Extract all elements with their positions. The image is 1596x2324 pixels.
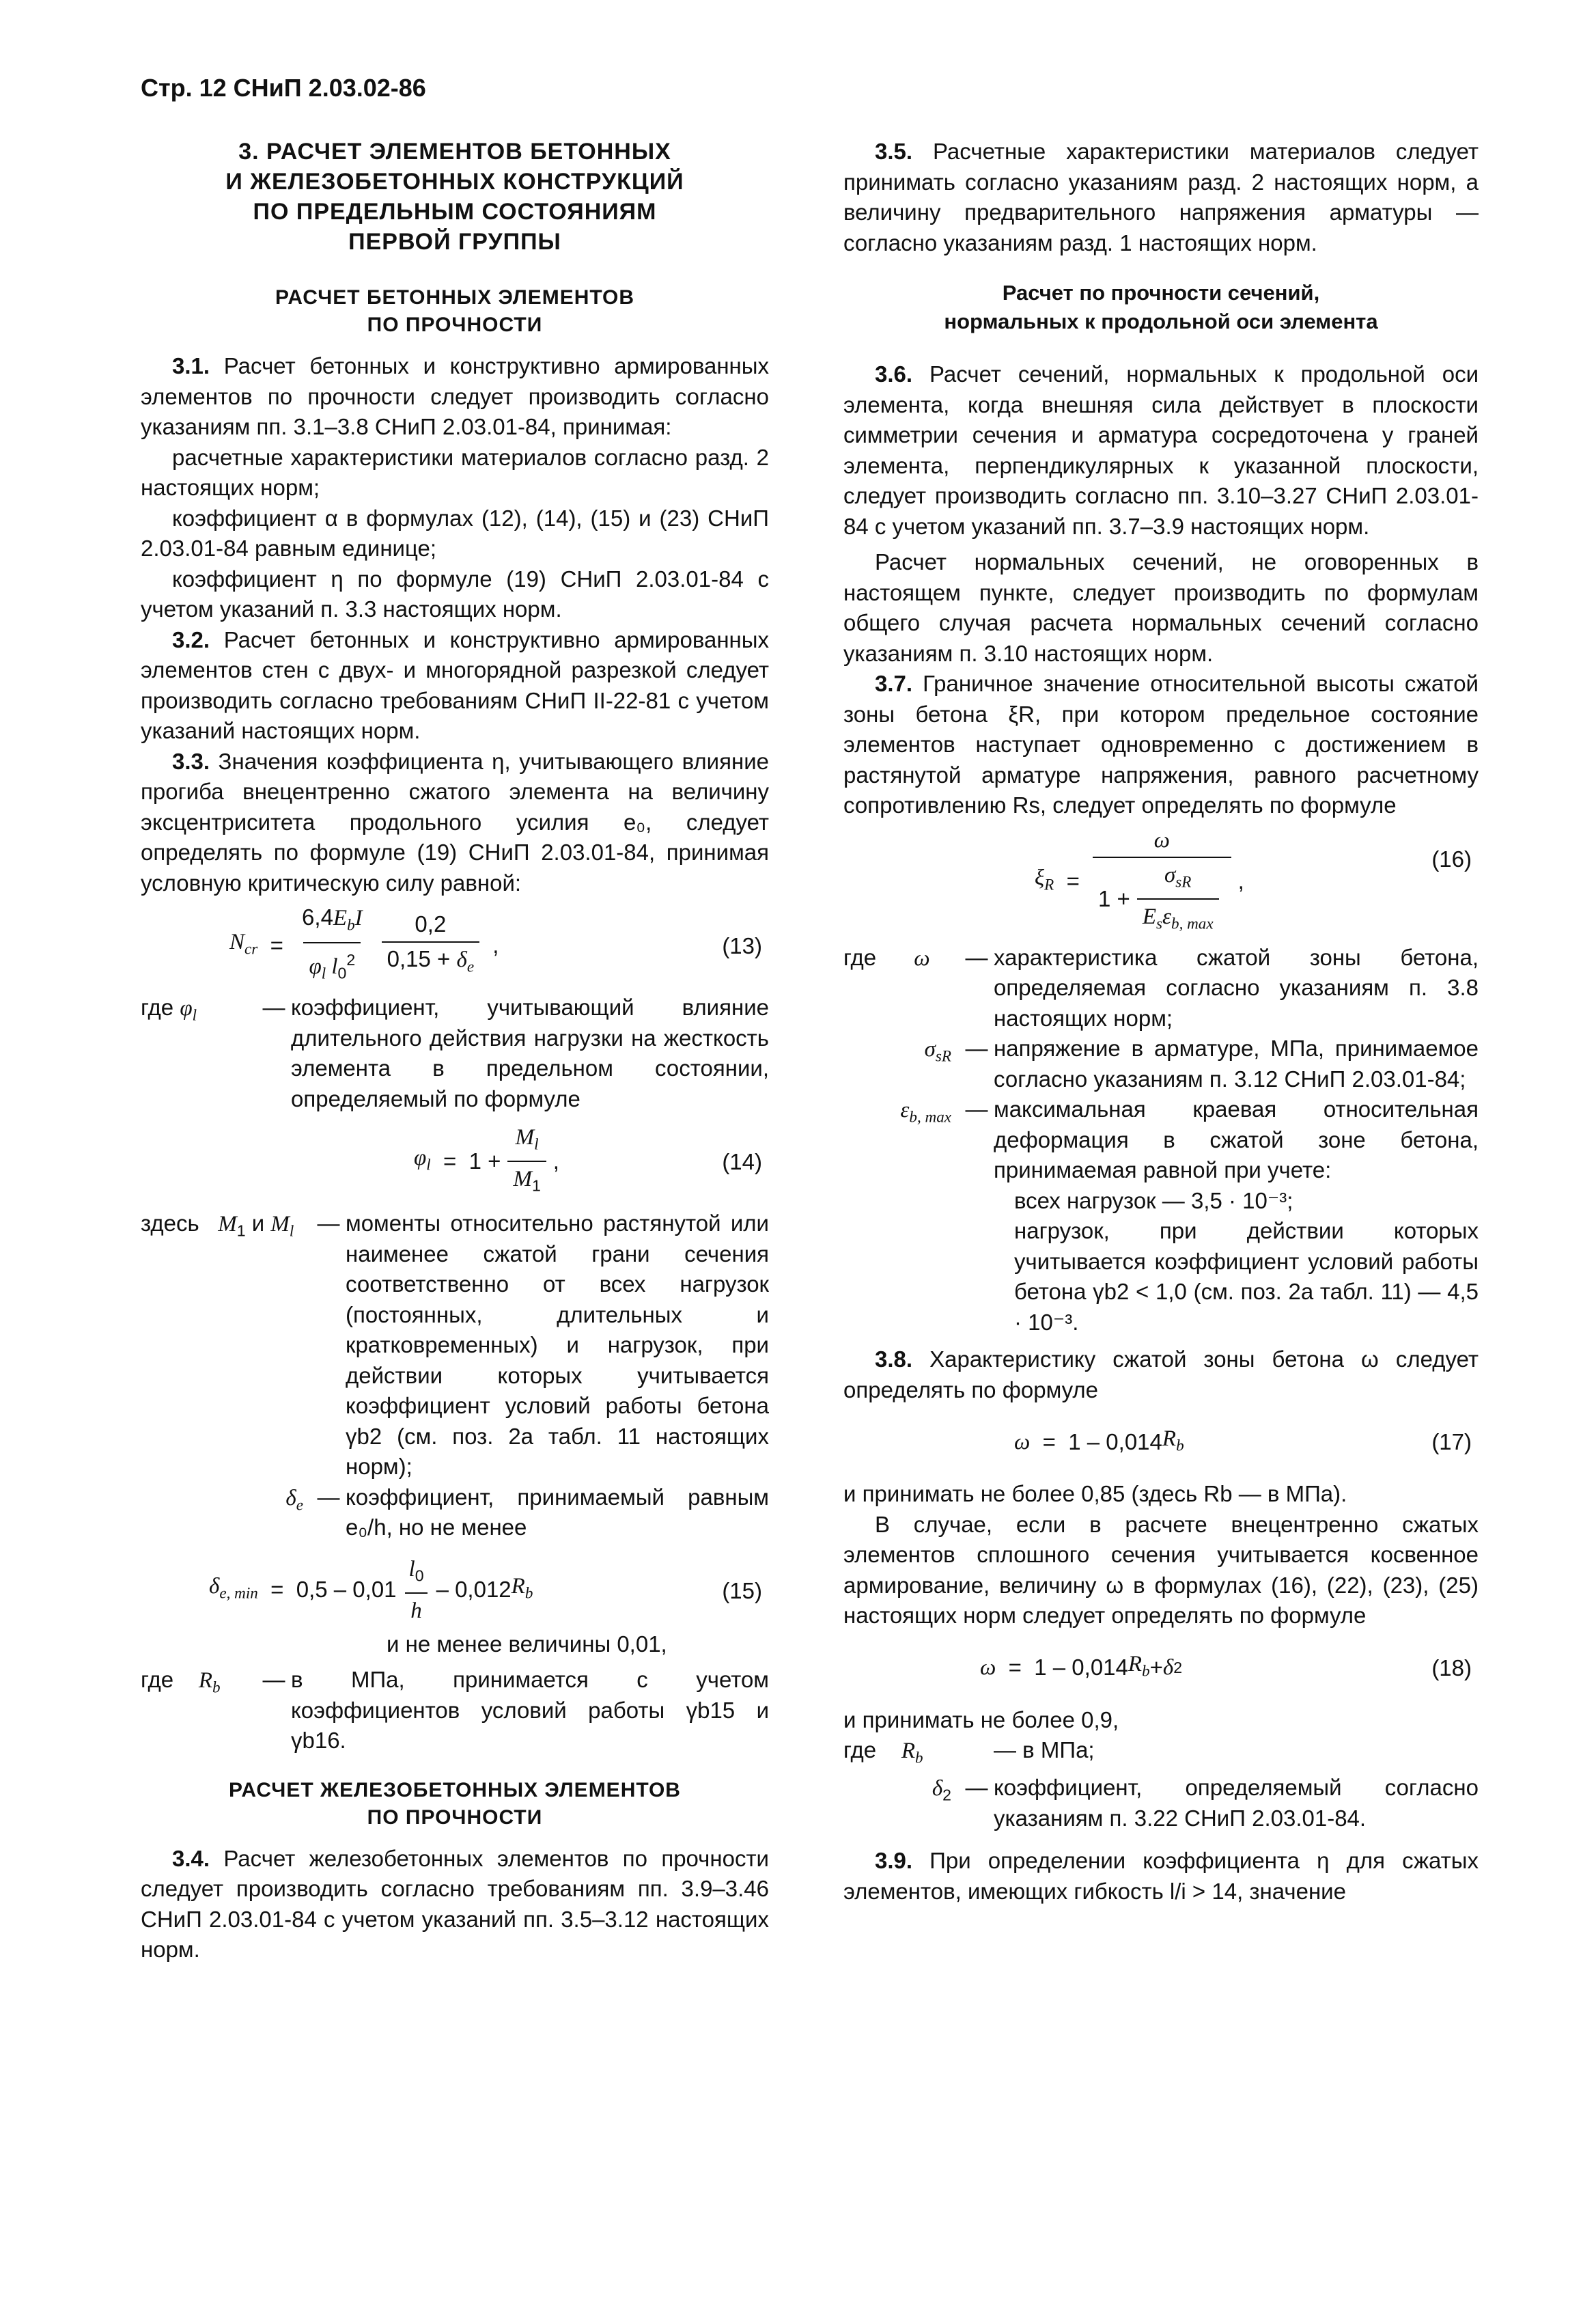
paragraph-3-9: 3.9. При определении коэффициента η для сжатых элементов, имеющих гибкость l/i > 14, значение (843, 1848, 1479, 1904)
formula-15-number: (15) (722, 1577, 762, 1603)
paragraph-3-1-b: коэффициент α в формулах (12), (14), (15) и (23) СНиП 2.03.01-84 равным единице; (141, 505, 769, 561)
subsection-title-normal-sections: Расчет по прочности сечений, нормальных к продольной оси элемента (944, 281, 1378, 333)
where-list-4: где $R_b$ — в МПа; $\delta_2$ — коэффициент, определяемый согласно указаниям п. 3.22 СНиП 2.03.01-84. (843, 1735, 1479, 1834)
formula-18-note: и принимать не более 0,9, (843, 1706, 1119, 1732)
right-column (843, 137, 1479, 1907)
where-list-3: где ω — характеристика сжатой зоны бетона, определяемая согласно указаниям п. 3.8 настоящих норм; $\sigma_{sR}$ — напряжение в арматуре, МПа, принимаемое согласно указаниям п. 3.12 СНиП 2.03.01-84; $\varepsilon_{b, max}$ — максимальная краевая относительная деформация в сжатой зоне бетона, принимаемая равной при учете: всех нагрузок — 3,5 · 10⁻³; нагрузок, при действии которых учитывается коэффициент условий работы бетона γb2 < 1,0 (см. поз. 2а табл. 11) — 4,5 · 10⁻³. (843, 943, 1479, 1338)
paragraph-3-8-b: В случае, если в расчете внецентренно сжатых элементов сплошного сечения учитывается косвенное армирование, величину ω в формулах (16), (22), (23), (25) настоящих норм следует определять по формуле (843, 1511, 1479, 1628)
where-eps-text: максимальная краевая относительная деформация в сжатой зоне бетона, принимаемая равной при учете: всех нагрузок — 3,5 · 10⁻³; нагрузок, при действии которых учитывается коэффициент условий работы бетона γb2 < 1,0 (см. поз. 2а табл. 11) — 4,5 · 10⁻³. (994, 1096, 1479, 1335)
here-de-text: коэффициент, принимаемый равным e₀/h, но не менее (346, 1484, 769, 1540)
section-title: 3. РАСЧЕТ ЭЛЕМЕНТОВ БЕТОННЫХ И ЖЕЛЕЗОБЕТОННЫХ КОНСТРУКЦИЙ ПО ПРЕДЕЛЬНЫМ СОСТОЯНИЯМ ПЕРВОЙ ГРУППЫ (225, 139, 684, 255)
where-sigma-text: напряжение в арматуре, МПа, принимаемое согласно указаниям п. 3.12 СНиП 2.03.01-84; (994, 1036, 1479, 1092)
formula-14-number: (14) (722, 1149, 762, 1174)
formula-13-number: (13) (722, 933, 762, 958)
paragraph-3-6-b: Расчет нормальных сечений, не оговоренных в настоящем пункте, следует производить по формулам общего случая расчета нормальных сечений согласно указаниям п. 3.10 настоящих норм. (843, 549, 1479, 666)
where-omega-text: характеристика сжатой зоны бетона, определяемая согласно указаниям п. 3.8 настоящих норм; (994, 944, 1479, 1031)
paragraph-3-8: 3.8. Характеристику сжатой зоны бетона ω следует определять по формуле (843, 1346, 1479, 1402)
formula-13: $N_{cr}$ = $\frac{6,4E_bI}{\varphi_l l_0^2}$ $\frac{0,2}{0,15 + \delta_e}$ , (13) (141, 908, 769, 983)
paragraph-3-6: 3.6. Расчет сечений, нормальных к продольной оси элемента, когда внешняя сила действует в плоскости симметрии сечения и арматура сосредоточена у граней элемента, перпендикулярных к указанной плоскости, следует производить согласно пп. 3.10–3.27 СНиП 2.03.01-84 с учетом указаний пп. 3.7–3.9 настоящих норм. (843, 361, 1479, 539)
formula-16: $\xi_R$ = ω 1 + $\frac{\sigma_{sR}}{E_s\varepsilon_{b, max}}$ , (16) (843, 831, 1479, 933)
where-list-1: где $\varphi_l$ — коэффициент, учитывающий влияние длительного действия нагрузки на жесткость элемента в предельном состоянии, определяемый по формуле (141, 993, 769, 1114)
paragraph-3-1-c: коэффициент η по формуле (19) СНиП 2.03.01-84 с учетом указаний п. 3.3 настоящих норм. (141, 566, 769, 622)
formula-16-number: (16) (1431, 846, 1472, 872)
subsection-title-concrete: РАСЧЕТ БЕТОННЫХ ЭЛЕМЕНТОВ ПО ПРОЧНОСТИ (275, 286, 634, 336)
paragraph-3-4: 3.4. Расчет железобетонных элементов по прочности следует производить согласно требованиям пп. 3.9–3.46 СНиП 2.03.01-84 с учетом указаний пп. 3.5–3.12 настоящих норм. (141, 1845, 769, 1962)
here-list: здесь $M_1$ и $M_l$ — моменты относительно растянутой или наименее сжатой грани сечения соответственно от всех нагрузок (постоянных, длительных и кратковременных) и нагрузок, при действии которых учитывается коэффициент условий работы бетона γb2 (см. поз. 2а табл. 11 настоящих норм); $\delta_e$ — коэффициент, принимаемый равным e₀/h, но не менее (141, 1208, 769, 1543)
here-m-text: моменты относительно растянутой или наименее сжатой грани сечения соответственно от всех нагрузок (постоянных, длительных и кратковременных) и нагрузок, при действии которых учитывается коэффициент условий работы бетона γb2 (см. поз. 2а табл. 11 настоящих норм); (346, 1211, 769, 1479)
paragraph-3-5: 3.5. Расчетные характеристики материалов следует принимать согласно указаниям разд. 2 настоящих норм, а величину предварительного напряжения арматуры — согласно указаниям разд. 1 настоящих норм. (843, 139, 1479, 255)
where-phi-text: коэффициент, учитывающий влияние длительного действия нагрузки на жесткость элемента в предельном состоянии, определяемый по формуле (291, 995, 769, 1111)
formula-15: $\delta_{e, min}$ = 0,5 – 0,01 $\frac{l_0}{h}$ – 0,012 $R_b$ (15) (141, 1553, 769, 1628)
formula-15-note: и не менее величины 0,01, (387, 1631, 667, 1657)
subsection-title-reinforced: РАСЧЕТ ЖЕЛЕЗОБЕТОННЫХ ЭЛЕМЕНТОВ ПО ПРОЧНОСТИ (229, 1778, 681, 1829)
formula-18-number: (18) (1431, 1655, 1472, 1680)
left-column (141, 137, 769, 1965)
paragraph-3-2: 3.2. Расчет бетонных и конструктивно армированных элементов стен с двух- и многорядной разрезкой следует производить согласно требованиям СНиП II-22-81 с учетом указаний настоящих норм. (141, 626, 769, 743)
paragraph-3-7: 3.7. Граничное значение относительной высоты сжатой зоны бетона ξR, при котором предельное состояние элементов наступает одновременно с достижением в растянутой арматуре напряжения, равного расчетному сопротивлению Rs, следует определять по формуле (843, 671, 1479, 818)
formula-17-note: и принимать не более 0,85 (здесь Rb — в МПа). (843, 1481, 1347, 1506)
paragraph-3-3: 3.3. Значения коэффициента η, учитывающего влияние прогиба внецентренно сжатого элемента на величину эксцентриситета продольного усилия e₀, следует определять по формуле (19) СНиП 2.03.01-84, принимая условную критическую силу равной: (141, 748, 769, 896)
formula-17-number: (17) (1431, 1429, 1472, 1454)
formula-17: ω = 1 – 0,014 $R_b$ (17) (843, 1415, 1479, 1469)
where-list-2: где $R_b$ — в МПа, принимается с учетом коэффициентов условий работы γb15 и γb16. (141, 1665, 769, 1756)
where-rb-mpa-text: — в МПа; (994, 1737, 1095, 1762)
formula-14: $\varphi_l$ = 1 + $\frac{M_l}{M_1}$ , (14) (141, 1124, 769, 1199)
paragraph-3-1: 3.1. Расчет бетонных и конструктивно армированных элементов по прочности следует производить согласно указаниям пп. 3.1–3.8 СНиП 2.03.01-84, принимая: (141, 353, 769, 439)
where-delta2-text: коэффициент, определяемый согласно указаниям п. 3.22 СНиП 2.03.01-84. (994, 1775, 1479, 1831)
formula-18: ω = 1 – 0,014 $R_b$ + δ 2 (18) (843, 1641, 1479, 1696)
page-header: Стр. 12 СНиП 2.03.02-86 (141, 74, 426, 102)
paragraph-3-1-a: расчетные характеристики материалов согласно разд. 2 настоящих норм; (141, 444, 769, 500)
where-rb-text: в МПа, принимается с учетом коэффициентов условий работы γb15 и γb16. (291, 1667, 769, 1753)
